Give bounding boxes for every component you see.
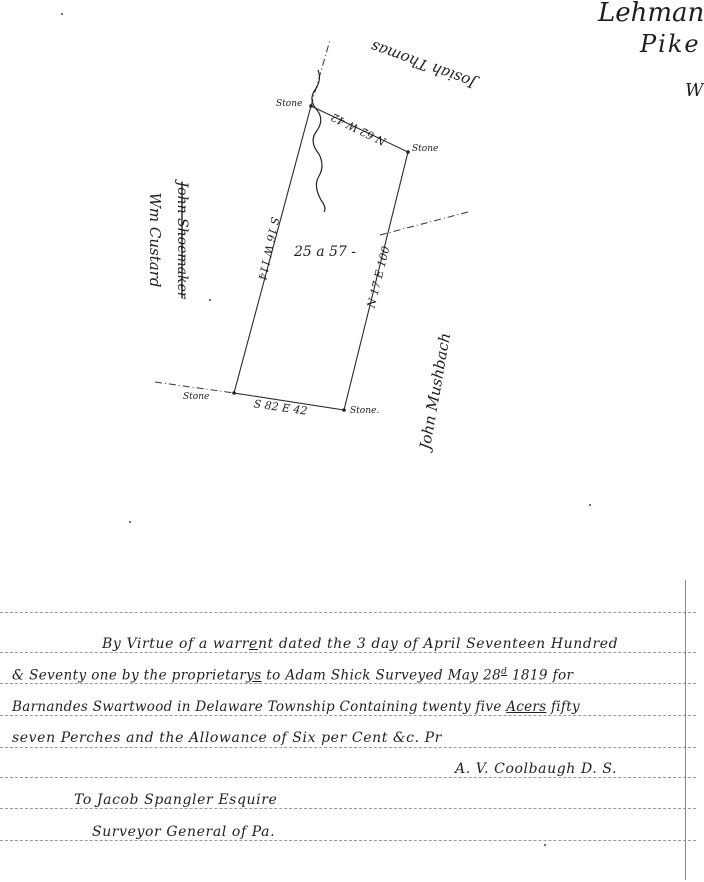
corner-stone-se bbox=[342, 408, 346, 412]
text-line-1: By Virtue of a warrent dated the 3 day of April Seventeen Hundred bbox=[102, 636, 619, 652]
corner-label-se: Stone. bbox=[350, 406, 380, 416]
north-extension-line bbox=[311, 40, 330, 106]
corner-stone-ne bbox=[406, 150, 410, 154]
ruled-line bbox=[0, 808, 696, 809]
corner-heading-line2: Pike bbox=[640, 30, 701, 58]
neighbor-north: Josiah Thomas bbox=[368, 37, 479, 93]
corner-heading-line3: W bbox=[685, 80, 704, 101]
surveyor-signature: A. V. Coolbaugh D. S. bbox=[455, 761, 618, 777]
corner-label-ne: Stone bbox=[412, 144, 439, 154]
corner-heading-line1: Lehman bbox=[598, 0, 704, 28]
ruled-line bbox=[0, 777, 696, 778]
right-margin-line bbox=[685, 580, 686, 880]
addressee-title: Surveyor General of Pa. bbox=[92, 824, 276, 840]
corner-stone-sw bbox=[232, 391, 236, 395]
neighbor-west: Wm Custard bbox=[146, 192, 164, 288]
corner-stone-nw bbox=[309, 104, 313, 108]
ruled-line bbox=[0, 612, 696, 613]
text-line-3: Barnandes Swartwood in Delaware Township Containing twenty five Acers fifty bbox=[12, 699, 580, 715]
bearing-east: N 17 E 100 bbox=[364, 244, 393, 310]
addressee: To Jacob Spangler Esquire bbox=[74, 792, 278, 808]
ruled-line bbox=[0, 747, 696, 748]
corner-label-nw: Stone bbox=[276, 99, 303, 109]
bearing-south: S 82 E 42 bbox=[252, 397, 309, 418]
text-line-4: seven Perches and the Allowance of Six per Cent &c. Pr bbox=[12, 730, 442, 746]
ruled-line bbox=[0, 715, 696, 716]
text-line-2: & Seventy one by the proprietarys to Adam Shick Surveyed May 28$^d$ 1819 for bbox=[12, 667, 574, 684]
ruled-line bbox=[0, 840, 696, 841]
bearing-west: S 16 W 114 bbox=[255, 215, 282, 282]
creek-line bbox=[312, 70, 325, 212]
ruled-line bbox=[0, 652, 696, 653]
parcel-area: 25 a 57 - bbox=[293, 244, 357, 260]
bearing-north: N 62 W 42 bbox=[328, 110, 389, 149]
neighbor-east: John Mushbach bbox=[415, 331, 455, 451]
neighbor-west-struck: John Shoemaker bbox=[174, 181, 190, 299]
east-extension-line bbox=[380, 212, 468, 235]
corner-label-sw: Stone bbox=[183, 392, 210, 402]
